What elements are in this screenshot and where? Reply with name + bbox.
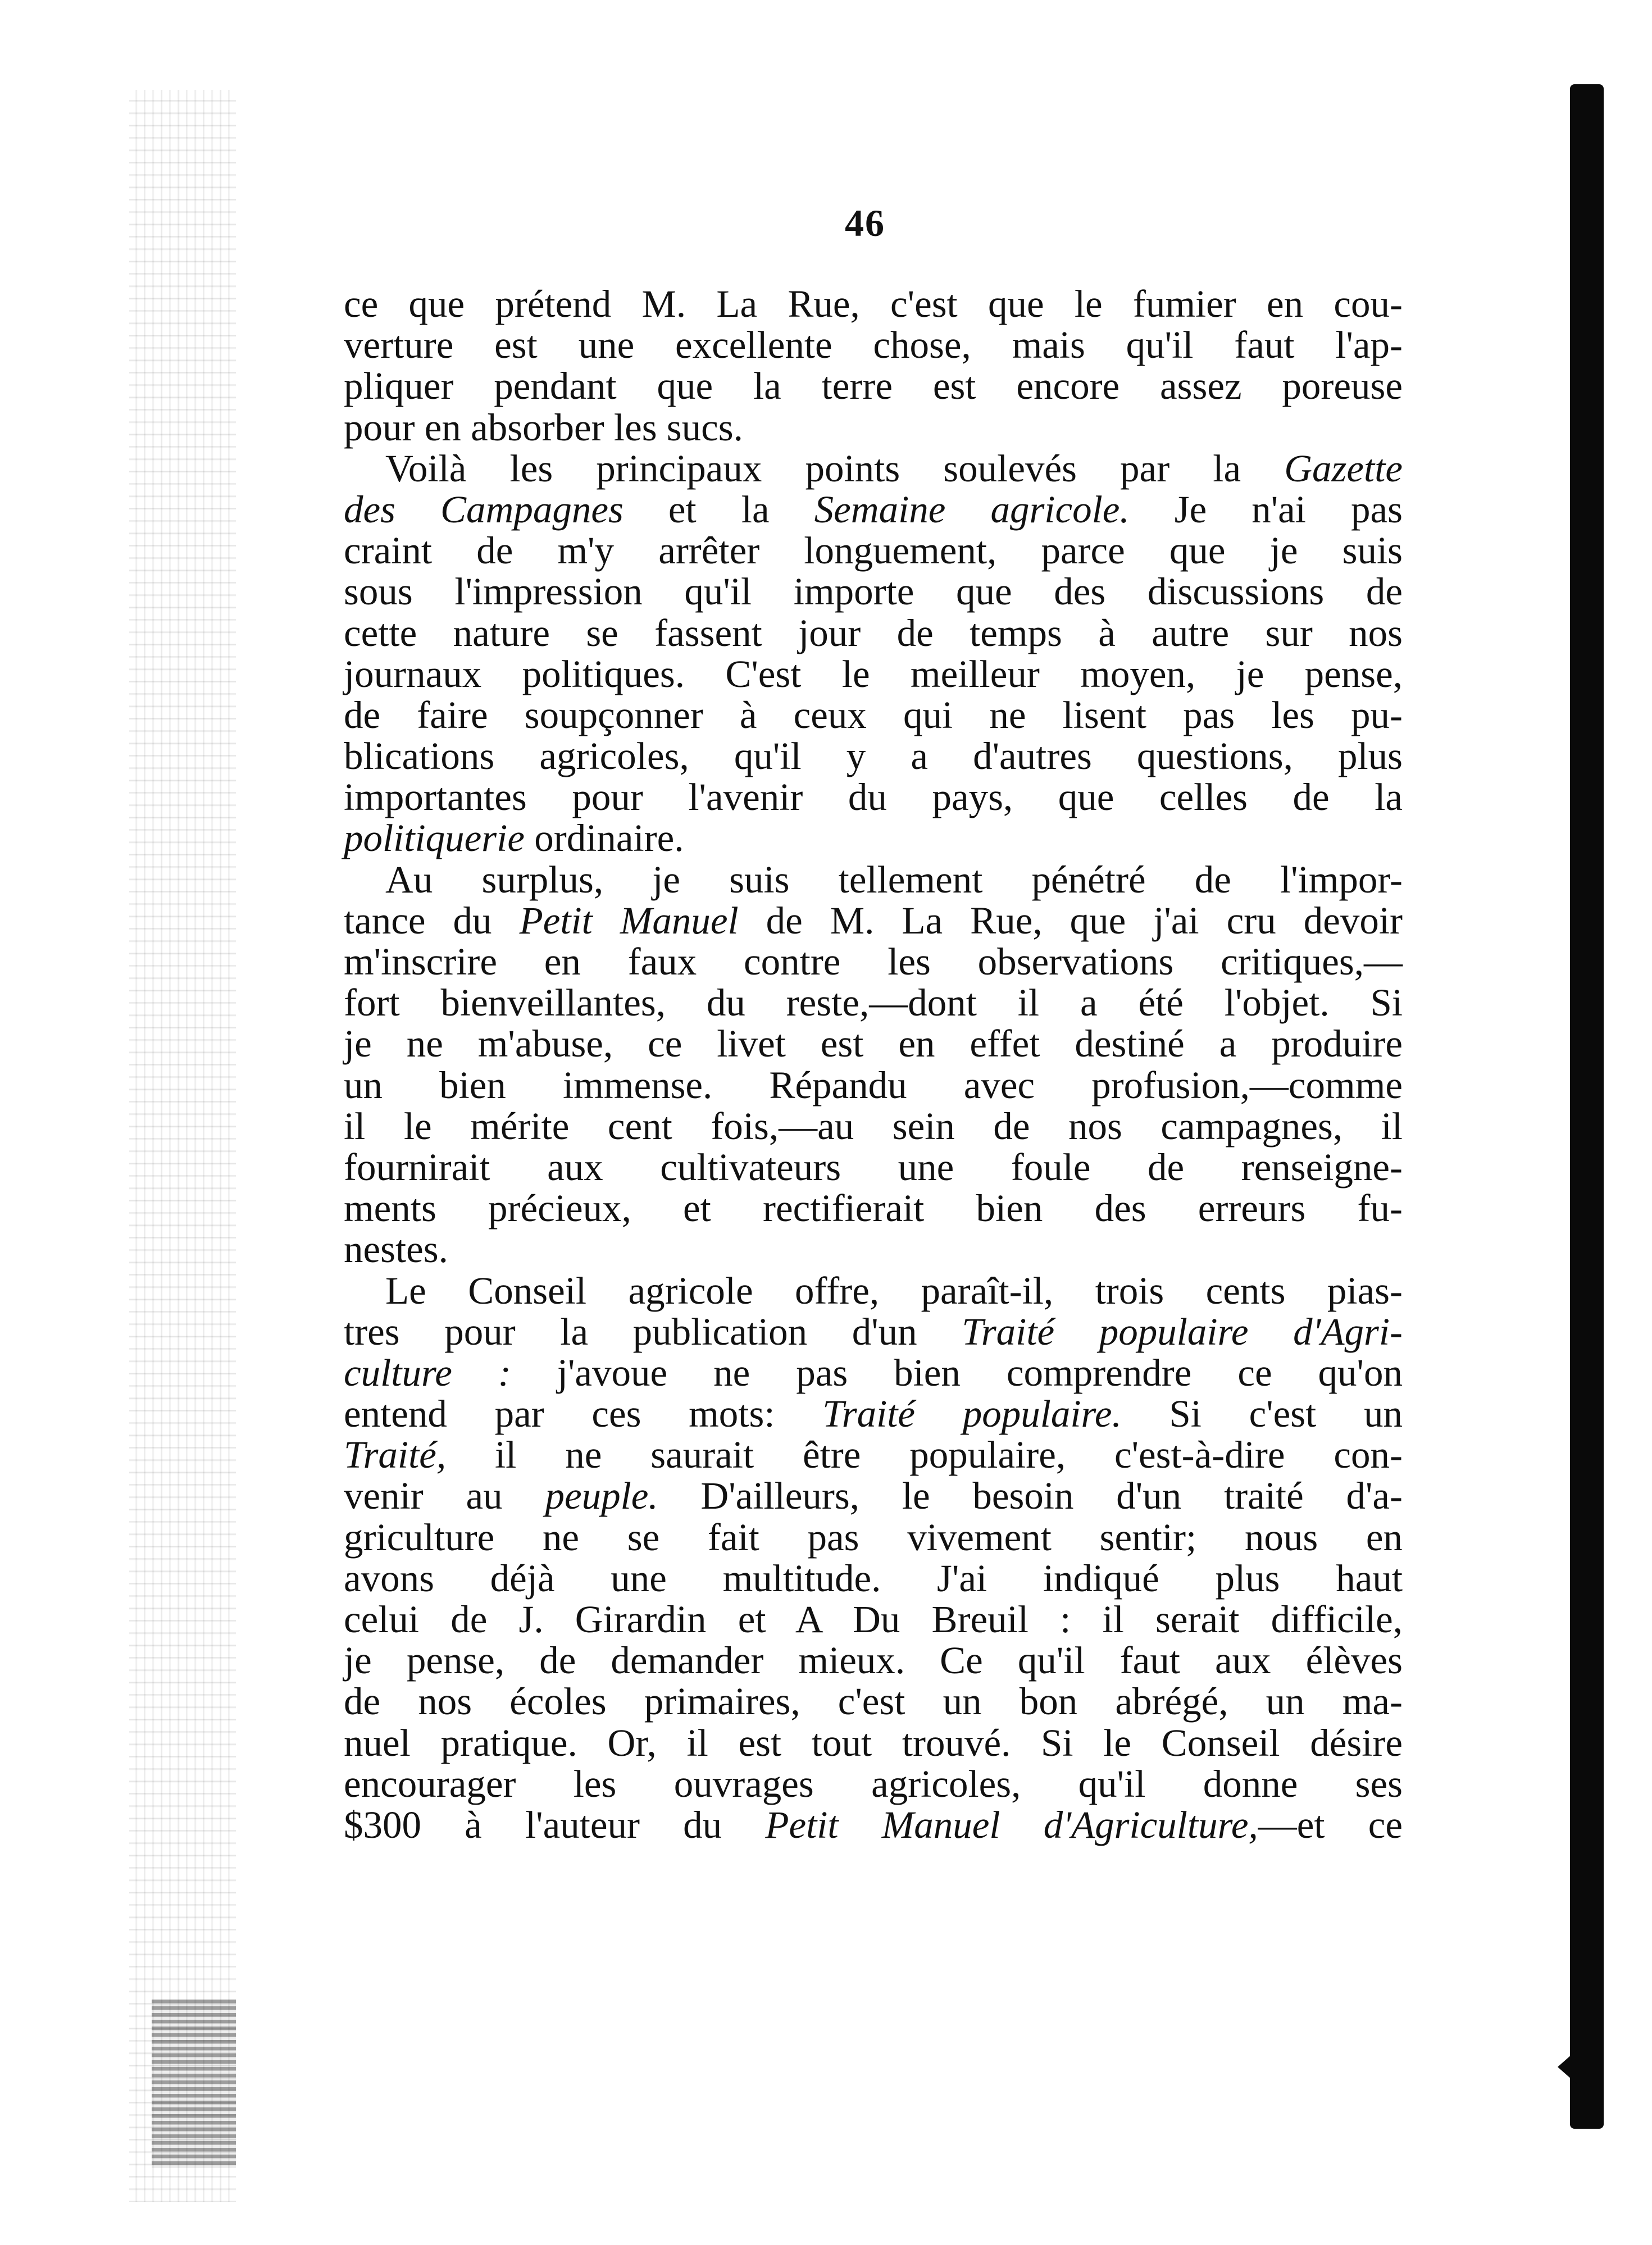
- text-line: [344, 1394, 1403, 1435]
- text-segment: je pense, de demander mieux. Ce qu'il faut aux élèves: [344, 1639, 1403, 1682]
- text-line: [344, 448, 1403, 489]
- text-segment: je ne m'abuse, ce livet est en effet destiné a produire: [344, 1022, 1403, 1065]
- text-segment: il le mérite cent fois,—au sein de nos campagnes, il: [344, 1104, 1403, 1147]
- text-segment: blications agricoles, qu'il y a d'autres questions, plus: [344, 735, 1403, 778]
- text-line: [344, 284, 1403, 325]
- text-line: [344, 1106, 1403, 1147]
- italic-text-segment: Petit Manuel: [519, 899, 739, 942]
- text-line: [344, 654, 1403, 695]
- text-segment: nestes.: [344, 1228, 448, 1271]
- italic-text-segment: Petit Manuel d'Agriculture,: [765, 1803, 1258, 1846]
- text-line: [344, 571, 1403, 612]
- text-line: [344, 1065, 1403, 1106]
- italic-text-segment: des Campagnes: [344, 488, 624, 531]
- italic-text-segment: culture :: [344, 1351, 511, 1394]
- text-segment: celui de J. Girardin et A Du Breuil : il serait difficile,: [344, 1598, 1403, 1641]
- text-line: [344, 489, 1403, 530]
- text-line: [344, 941, 1403, 982]
- text-segment: griculture ne se fait pas vivement sentir; nous en: [344, 1515, 1403, 1559]
- text-segment: m'inscrire en faux contre les observations critiques,—: [344, 940, 1403, 983]
- italic-text-segment: politiquerie: [344, 817, 525, 860]
- text-line: [344, 1764, 1403, 1805]
- text-line: [344, 859, 1403, 900]
- text-segment: sous l'impression qu'il importe que des discussions de: [344, 570, 1403, 613]
- text-line: [344, 530, 1403, 571]
- text-segment: Si c'est un: [1121, 1392, 1403, 1436]
- text-segment: importantes pour l'avenir du pays, que celles de la: [344, 776, 1403, 819]
- text-line: [344, 1229, 1403, 1270]
- left-gutter-dark-mark: [152, 2000, 236, 2168]
- text-line: [344, 1023, 1403, 1064]
- text-segment: —et ce: [1258, 1803, 1403, 1846]
- text-line: [344, 1476, 1403, 1517]
- text-line: [344, 366, 1403, 407]
- text-segment: Au surplus, je suis tellement pénétré de l'impor-: [385, 858, 1403, 901]
- text-segment: $300 à l'auteur du: [344, 1803, 766, 1846]
- text-line: [344, 1435, 1403, 1476]
- italic-text-segment: Traité populaire.: [822, 1392, 1122, 1436]
- text-segment: encourager les ouvrages agricoles, qu'il donne ses: [344, 1762, 1403, 1805]
- text-segment: Le Conseil agricole offre, paraît-il, trois cents pias-: [385, 1269, 1403, 1312]
- text-segment: avons déjà une multitude. J'ai indiqué plus haut: [344, 1556, 1403, 1600]
- text-line: [344, 900, 1403, 941]
- text-segment: de faire soupçonner à ceux qui ne lisent pas les pu-: [344, 693, 1403, 736]
- text-line: [344, 1640, 1403, 1681]
- page-number: 46: [845, 202, 885, 244]
- text-line: [344, 1188, 1403, 1229]
- text-line: [344, 982, 1403, 1023]
- text-segment: verture est une excellente chose, mais qu'il faut l'ap-: [344, 324, 1403, 367]
- text-line: [344, 1599, 1403, 1640]
- text-segment: pour en absorber les sucs.: [344, 406, 743, 449]
- italic-text-segment: Gazette: [1284, 447, 1403, 490]
- text-segment: cette nature se fassent jour de temps à autre sur nos: [344, 611, 1403, 654]
- text-segment: D'ailleurs, le besoin d'un traité d'a-: [658, 1474, 1403, 1518]
- text-line: [344, 1312, 1403, 1353]
- text-segment: venir au: [344, 1474, 545, 1518]
- text-segment: tance du: [344, 899, 520, 942]
- text-line: [344, 1805, 1403, 1846]
- text-line: [344, 1558, 1403, 1599]
- text-segment: nuel pratique. Or, il est tout trouvé. Si le Conseil désire: [344, 1721, 1403, 1764]
- text-segment: et la: [623, 488, 814, 531]
- text-line: [344, 1681, 1403, 1722]
- text-line: [344, 407, 1403, 448]
- text-segment: ordinaire.: [524, 817, 684, 860]
- text-line: [344, 1147, 1403, 1188]
- text-segment: fort bienveillantes, du reste,—dont il a été l'objet. Si: [344, 981, 1403, 1024]
- text-line: [344, 1353, 1403, 1394]
- text-segment: un bien immense. Répandu avec profusion,—comme: [344, 1063, 1403, 1106]
- text-line: [344, 1723, 1403, 1764]
- text-segment: pliquer pendant que la terre est encore assez poreuse: [344, 365, 1403, 408]
- text-segment: journaux politiques. C'est le meilleur moyen, je pense,: [344, 652, 1403, 695]
- text-segment: de nos écoles primaires, c'est un bon abrégé, un ma-: [344, 1680, 1403, 1723]
- right-binding-edge: [1570, 84, 1604, 2129]
- text-segment: tres pour la publication d'un: [344, 1310, 962, 1353]
- text-segment: il ne saurait être populaire, c'est-à-dire con-: [446, 1433, 1403, 1477]
- text-line: [344, 736, 1403, 777]
- italic-text-segment: Traité,: [344, 1433, 447, 1477]
- text-segment: j'avoue ne pas bien comprendre ce qu'on: [511, 1351, 1403, 1394]
- text-line: [344, 1517, 1403, 1558]
- text-segment: ce que prétend M. La Rue, c'est que le fumier en cou-: [344, 283, 1403, 325]
- text-line: [344, 818, 1403, 859]
- body-text: [344, 284, 1403, 1846]
- italic-text-segment: Traité populaire d'Agri-: [962, 1310, 1403, 1353]
- text-line: [344, 613, 1403, 654]
- text-segment: Je n'ai pas: [1129, 488, 1403, 531]
- text-segment: craint de m'y arrêter longuement, parce que je suis: [344, 529, 1403, 572]
- text-line: [344, 777, 1403, 818]
- text-segment: ments précieux, et rectifierait bien des erreurs fu-: [344, 1187, 1403, 1230]
- text-segment: de M. La Rue, que j'ai cru devoir: [738, 899, 1403, 942]
- italic-text-segment: peuple.: [545, 1474, 658, 1518]
- italic-text-segment: Semaine agricole.: [814, 488, 1130, 531]
- text-line: [344, 695, 1403, 736]
- text-segment: fournirait aux cultivateurs une foule de renseigne-: [344, 1145, 1403, 1188]
- text-line: [344, 1271, 1403, 1312]
- left-gutter-scan-noise: [129, 90, 236, 2202]
- text-line: [344, 325, 1403, 366]
- text-segment: Voilà les principaux points soulevés par la: [385, 447, 1285, 490]
- text-segment: entend par ces mots:: [344, 1392, 823, 1436]
